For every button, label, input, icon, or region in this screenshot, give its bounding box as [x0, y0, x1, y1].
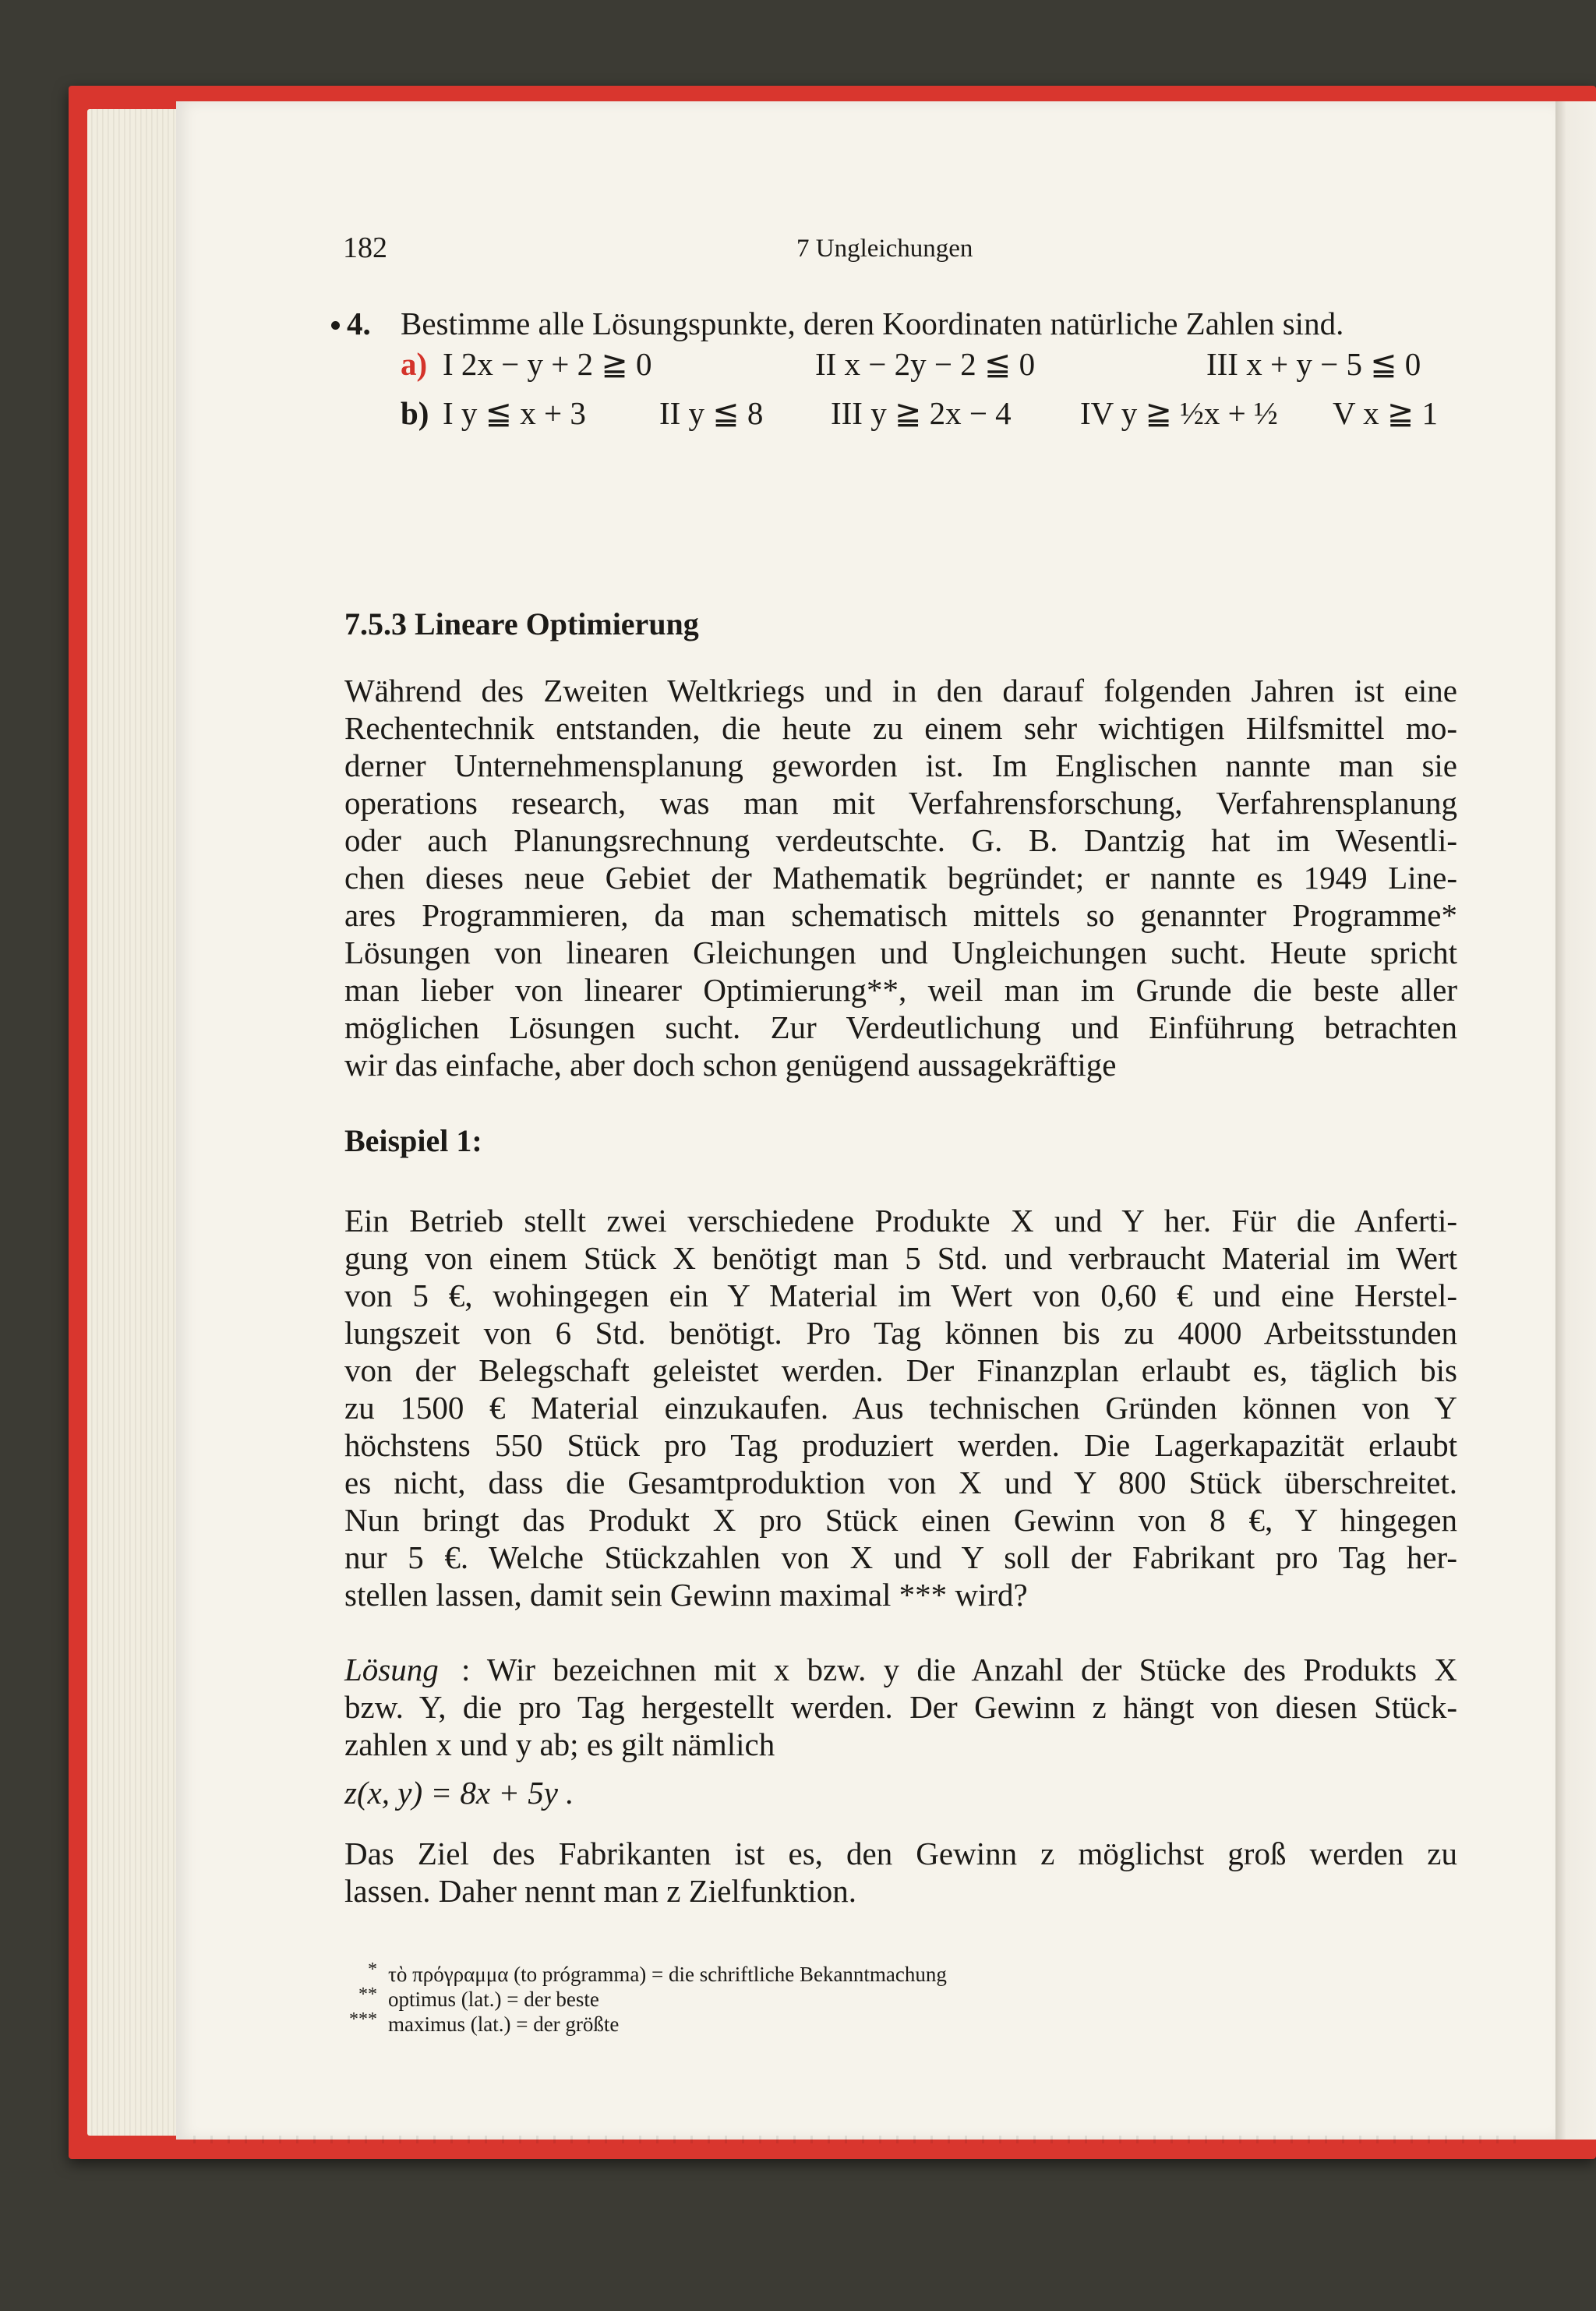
intro-line: Rechentechnik entstanden, die heute zu einem sehr wichtigen Hilfsmittel mo-: [344, 710, 1457, 746]
closing-line: lassen. Daher nennt man z Zielfunktion.: [344, 1873, 856, 1909]
intro-line: ares Programmieren, da man schematisch mittels so genannter Programme*: [344, 897, 1457, 933]
inequality-b-5: V x ≧ 1: [1333, 395, 1438, 431]
solution-label: Lösung: [344, 1652, 439, 1687]
part-a-label: a): [401, 346, 428, 382]
footnote-text: τὸ πρόγραμμα (to prógramma) = die schriftliche Bekanntmachung: [388, 1963, 947, 1986]
inequality-a-2: II x − 2y − 2 ≦ 0: [815, 346, 1036, 382]
exercise-number: 4.: [347, 306, 371, 341]
example-line: lungszeit von 6 Std. benötigt. Pro Tag können bis zu 4000 Arbeitsstunden: [344, 1315, 1457, 1351]
example-line: von der Belegschaft geleistet werden. Der Finanzplan erlaubt es, täglich bis: [344, 1352, 1457, 1388]
exercise-text: Bestimme alle Lösungspunkte, deren Koordinaten natürliche Zahlen sind.: [401, 306, 1344, 341]
solution-line: : Wir bezeichnen mit x bzw. y die Anzahl der Stücke des Produkts X: [461, 1652, 1457, 1687]
example-line: höchstens 550 Stück pro Tag produziert werden. Die Lagerkapazität erlaubt: [344, 1427, 1457, 1463]
page-edge-marks: [193, 2136, 1518, 2143]
footnote-text: optimus (lat.) = der beste: [388, 1988, 599, 2011]
intro-line: Lösungen von linearen Gleichungen und Ungleichungen sucht. Heute spricht: [344, 935, 1457, 970]
example-line: nur 5 €. Welche Stückzahlen von X und Y soll der Fabrikant pro Tag her-: [344, 1539, 1457, 1575]
section-heading: 7.5.3 Lineare Optimierung: [344, 606, 699, 641]
objective-formula: z(x, y) = 8x + 5y .: [344, 1775, 574, 1811]
page-number: 182: [343, 231, 387, 264]
example-line: gung von einem Stück X benötigt man 5 Std. und verbraucht Material im Wert: [344, 1240, 1457, 1276]
intro-line: wir das einfache, aber doch schon genügend aussagekräftige: [344, 1047, 1117, 1083]
example-line: Nun bringt das Produkt X pro Stück einen Gewinn von 8 €, Y hingegen: [344, 1502, 1457, 1538]
solution-line: bzw. Y, die pro Tag hergestellt werden. Der Gewinn z hängt von diesen Stück-: [344, 1689, 1457, 1725]
example-line: Ein Betrieb stellt zwei verschiedene Produkte X und Y her. Für die Anferti-: [344, 1203, 1457, 1239]
footnote-marker: **: [358, 1984, 377, 2005]
intro-line: operations research, was man mit Verfahrensforschung, Verfahrensplanung: [344, 785, 1457, 821]
inequality-b-3: III y ≧ 2x − 4: [831, 395, 1012, 431]
inequality-a-3: III x + y − 5 ≦ 0: [1206, 346, 1421, 382]
intro-line: derner Unternehmensplanung geworden ist. Im Englischen nannte man sie: [344, 747, 1457, 783]
intro-line: man lieber von linearer Optimierung**, weil man im Grunde die beste aller: [344, 972, 1457, 1008]
closing-line: Das Ziel des Fabrikanten ist es, den Gewinn z möglichst groß werden zu: [344, 1836, 1457, 1871]
footnote-marker: *: [368, 1959, 377, 1980]
intro-line: möglichen Lösungen sucht. Zur Verdeutlichung und Einführung betrachten: [344, 1009, 1457, 1045]
inequality-b-4: IV y ≧ ½x + ½: [1080, 395, 1278, 431]
intro-line: chen dieses neue Gebiet der Mathematik begründet; er nannte es 1949 Line-: [344, 860, 1457, 896]
intro-line: oder auch Planungsrechnung verdeutschte. G. B. Dantzig hat im Wesentli-: [344, 822, 1457, 858]
inequality-b-1: I y ≦ x + 3: [443, 395, 586, 431]
footnote-text: maximus (lat.) = der größte: [388, 2012, 620, 2036]
exercise-bullet-icon: [331, 321, 340, 330]
intro-line: Während des Zweiten Weltkriegs und in den darauf folgenden Jahren ist eine: [344, 673, 1457, 708]
running-head: 7 Ungleichungen: [796, 235, 973, 263]
example-line: von 5 €, wohingegen ein Y Material im Wert von 0,60 € und eine Herstel-: [344, 1277, 1457, 1313]
example-line: stellen lassen, damit sein Gewinn maximal *** wird?: [344, 1577, 1028, 1613]
part-b-label: b): [401, 395, 429, 431]
example-line: zu 1500 € Material einzukaufen. Aus technischen Gründen können von Y: [344, 1390, 1457, 1426]
example-heading: Beispiel 1:: [344, 1123, 482, 1158]
inequality-b-2: II y ≦ 8: [659, 395, 764, 431]
solution-line: zahlen x und y ab; es gilt nämlich: [344, 1726, 775, 1762]
footnote-marker: ***: [349, 2009, 377, 2030]
example-line: es nicht, dass die Gesamtproduktion von X und Y 800 Stück überschreitet.: [344, 1465, 1457, 1500]
next-page-edge: [1555, 101, 1596, 2140]
inequality-a-1: I 2x − y + 2 ≧ 0: [443, 346, 652, 382]
